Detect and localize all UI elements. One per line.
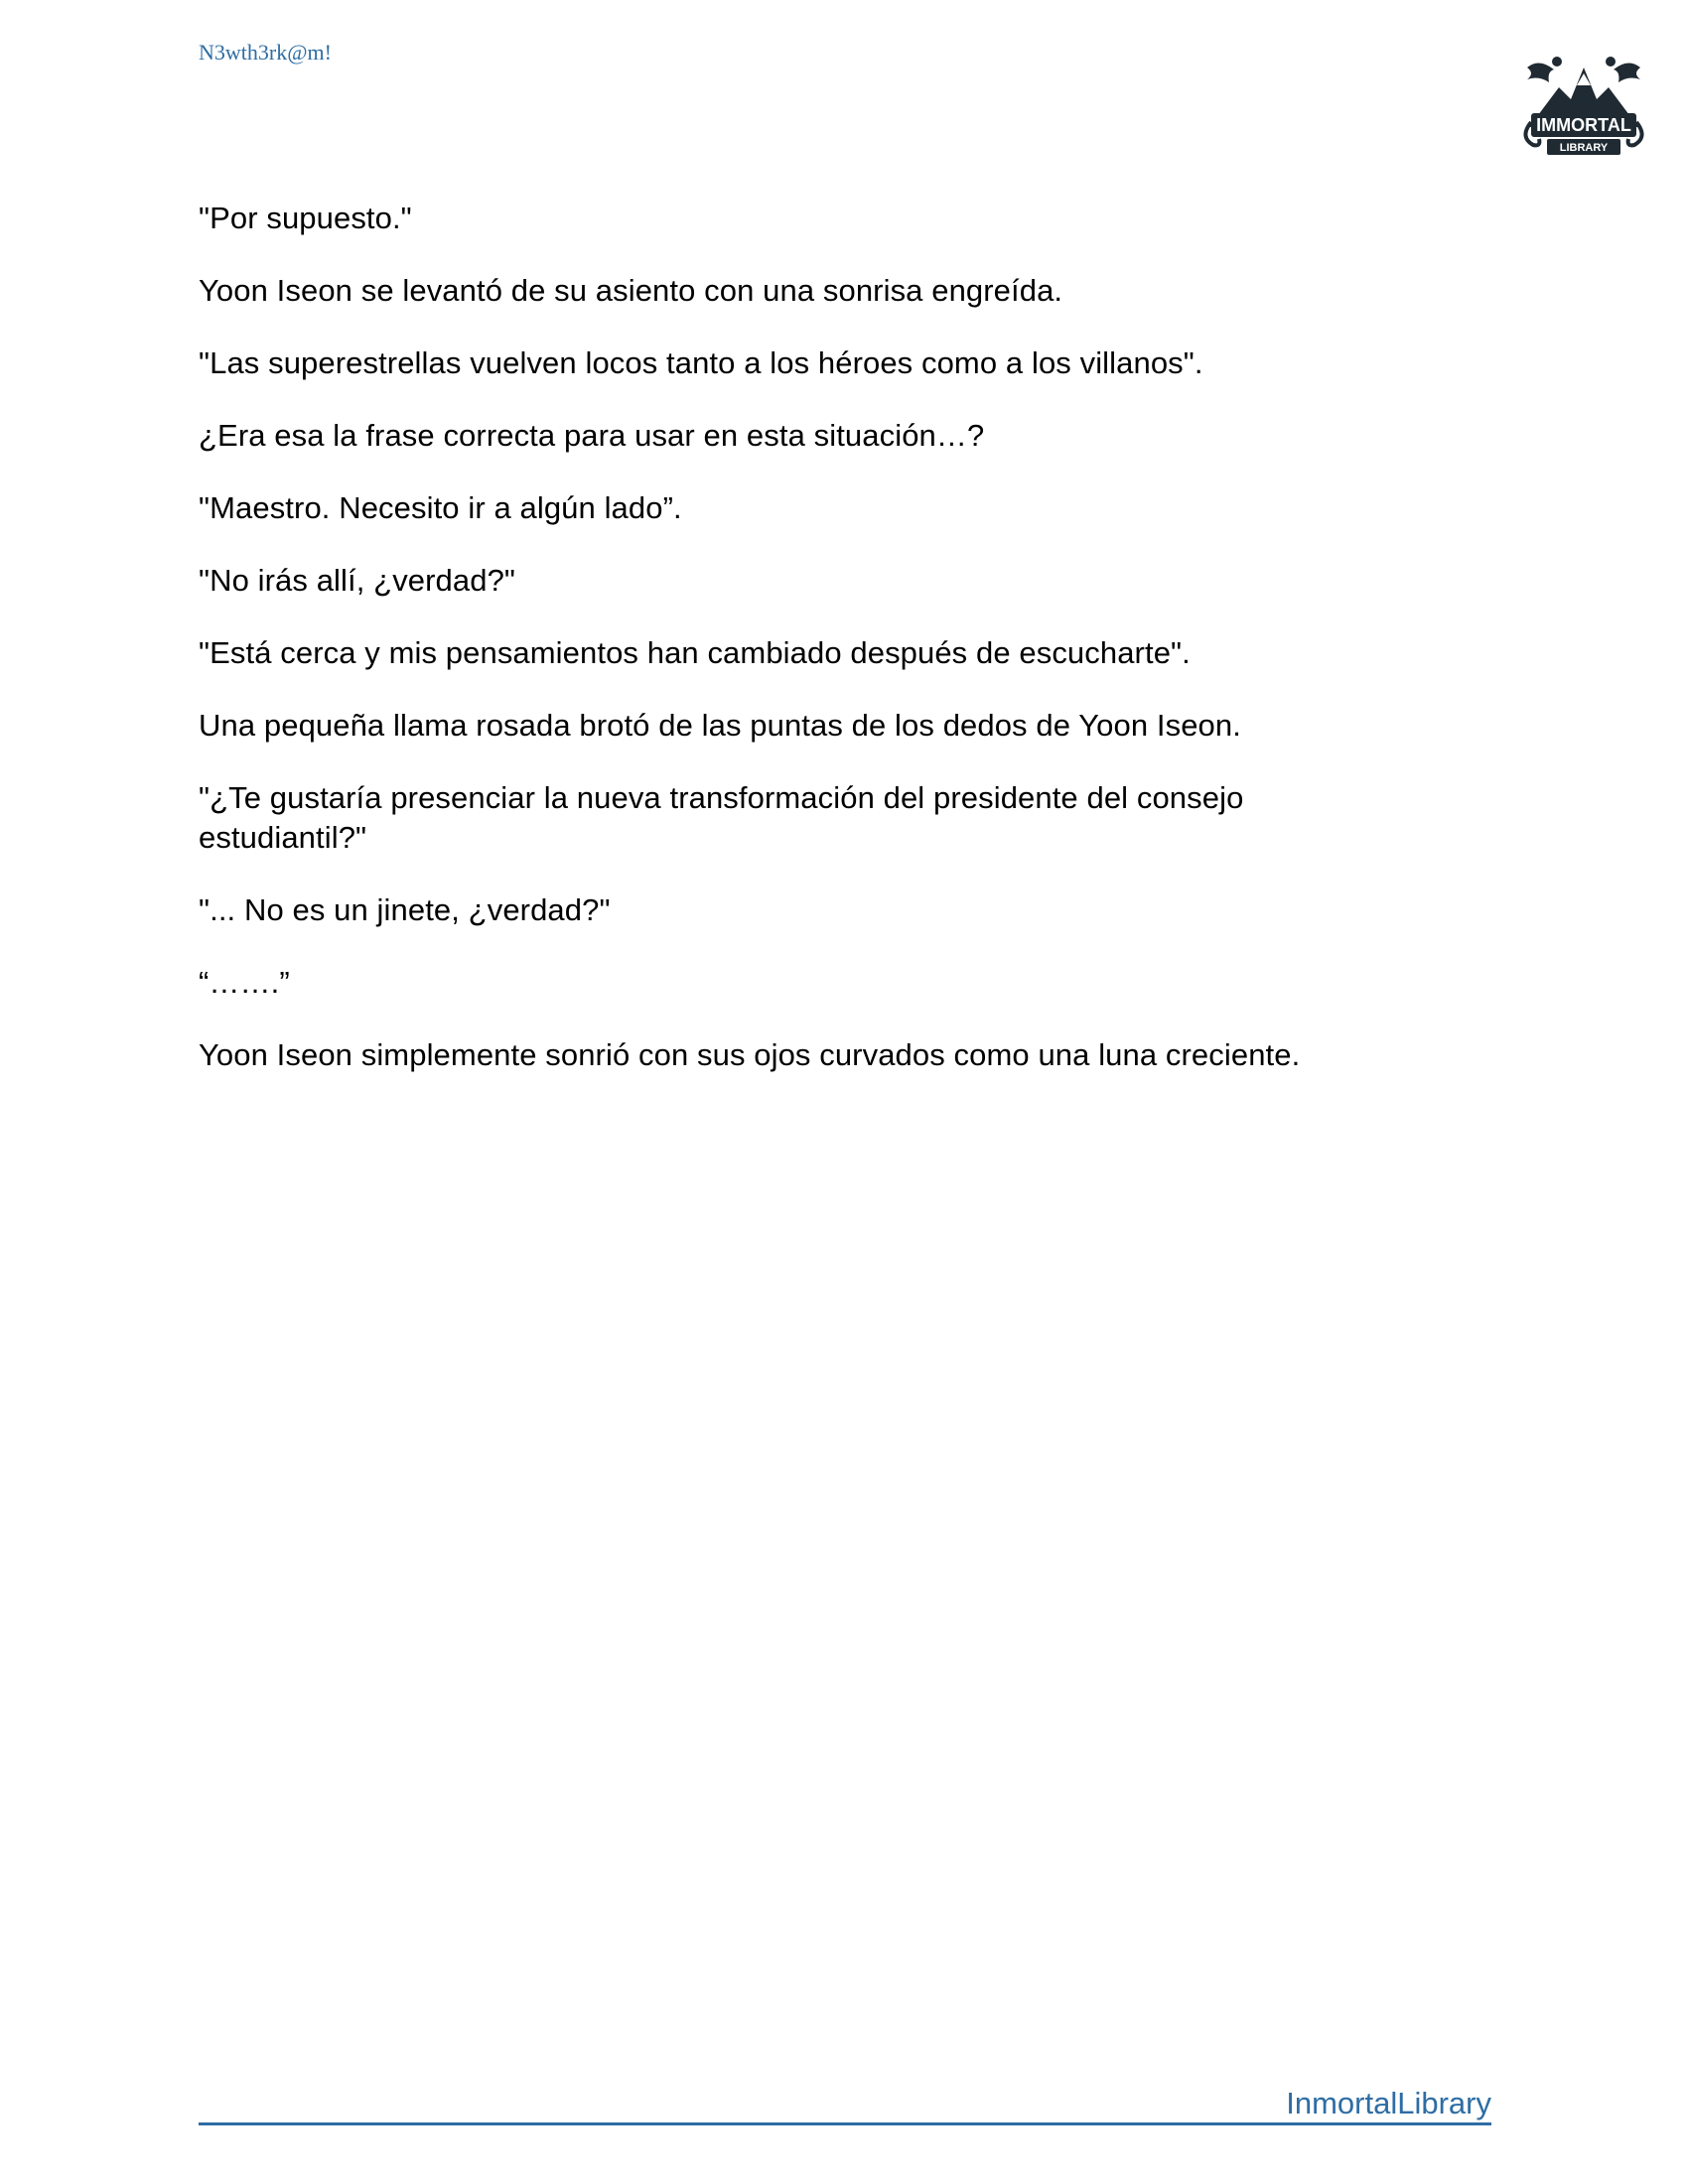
paragraph: Yoon Iseon simplemente sonrió con sus ojos curvados como una luna creciente.	[199, 1037, 1301, 1072]
paragraph: “…….”	[199, 965, 290, 1000]
paragraph: Una pequeña llama rosada brotó de las puntas de los dedos de Yoon Iseon.	[199, 708, 1241, 743]
logo-text-line2: LIBRARY	[1559, 142, 1609, 154]
paragraph: "Maestro. Necesito ir a algún lado”.	[199, 490, 682, 525]
logo-text-line1: IMMORTAL	[1536, 115, 1631, 135]
footer-link[interactable]: InmortalLibrary	[1286, 2086, 1491, 2120]
paragraph: "Está cerca y mis pensamientos han cambiado después de escucharte".	[199, 635, 1191, 670]
footer-link-bar	[199, 2085, 1491, 2125]
logo-emblem-icon	[1509, 28, 1658, 177]
paragraph: "No irás allí, ¿verdad?"	[199, 563, 516, 598]
paragraph: ¿Era esa la frase correcta para usar en esta situación…?	[199, 418, 985, 453]
paragraph: "Por supuesto."	[199, 201, 412, 235]
paragraph: "¿Te gustaría presenciar la nueva transformación del presidente del consejo estudiantil?"	[199, 780, 1244, 855]
document-body	[199, 199, 1489, 1108]
paragraph: "... No es un jinete, ¿verdad?"	[199, 892, 611, 927]
header-note: N3wth3rk@m!	[199, 40, 332, 65]
paragraph: "Las superestrellas vuelven locos tanto a los héroes como a los villanos".	[199, 345, 1203, 380]
paragraph: Yoon Iseon se levantó de su asiento con una sonrisa engreída.	[199, 273, 1063, 308]
immortal-library-logo	[1509, 28, 1658, 177]
